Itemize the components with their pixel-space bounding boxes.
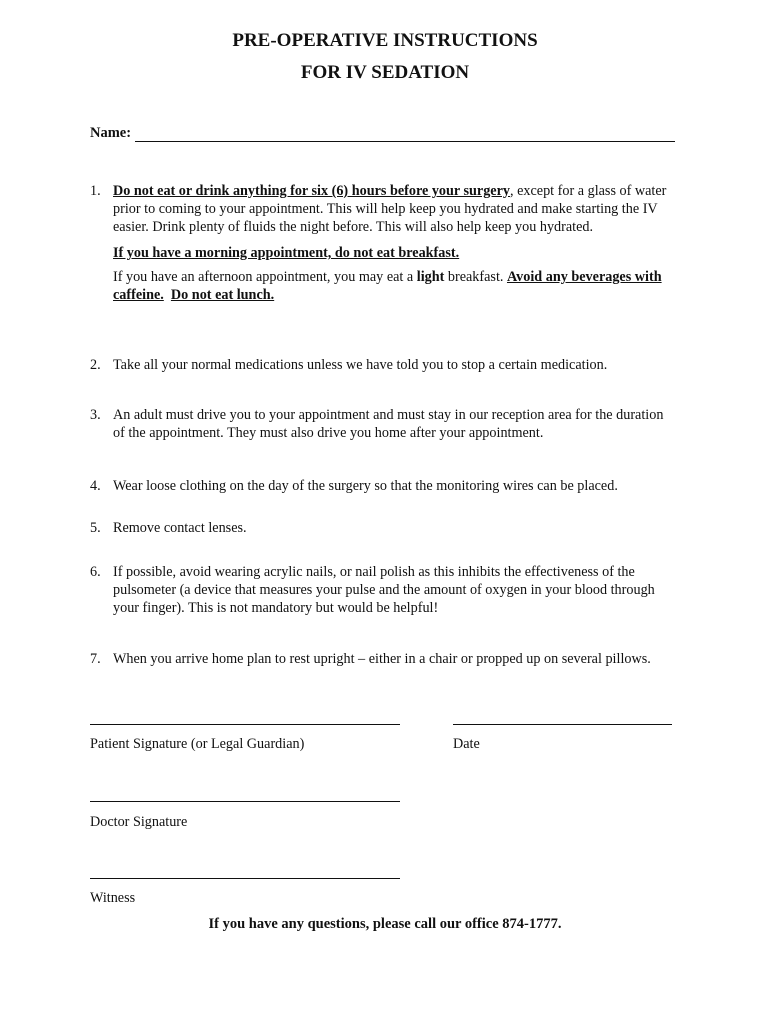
title-line-1: PRE-OPERATIVE INSTRUCTIONS [232,30,538,51]
witness-signature-line[interactable] [90,878,400,879]
instruction-item-3 [90,406,675,442]
item-text: Take all your normal medications unless we have told you to stop a certain medication. [113,357,608,373]
patient-signature-line[interactable] [90,724,400,725]
item-number: 4. [90,478,101,494]
item-number: 5. [90,520,101,536]
instruction-item-5 [90,519,675,537]
item-text: If possible, avoid wearing acrylic nails, or nail polish as this inhibits the effectiveness of the pulsometer (a device that measures your pulse and the amount of oxygen in your blood through your finger). This is not mandatory but would be helpful! [113,564,655,616]
doctor-signature-line[interactable] [90,801,400,802]
no-eat-warning: Do not eat or drink anything for six (6) hours before your surgery [113,183,510,199]
patient-signature-label: Patient Signature (or Legal Guardian) [90,736,305,752]
instruction-item-6 [90,563,675,617]
item-text: An adult must drive you to your appointment and must stay in our reception area for the duration of the appointment. They must also drive you home after your appointment. [113,407,664,441]
afternoon-note: If you have an afternoon appointment, you may eat a light breakfast. Avoid any beverages with caffeine. Do not eat lunch. [113,269,662,303]
name-line[interactable] [135,126,675,142]
morning-note: If you have a morning appointment, do not eat breakfast. [113,245,460,261]
instruction-item-7 [90,650,675,668]
item-number: 1. [90,183,101,199]
title-line-2: FOR IV SEDATION [300,62,470,83]
instruction-item-2 [90,356,675,374]
item-text: When you arrive home plan to rest upright – either in a chair or propped up on several pillows. [113,651,651,667]
name-label: Name: [90,125,132,141]
date-label: Date [453,736,480,752]
date-line[interactable] [453,724,672,725]
witness-label: Witness [90,890,136,906]
doctor-signature-label: Doctor Signature [90,814,188,830]
item-number: 6. [90,564,101,580]
item-number: 2. [90,357,101,373]
contact-footer: If you have any questions, please call our office 874-1777. [208,916,562,932]
item-text: Do not eat or drink anything for six (6) hours before your surgery, except for a glass of water prior to coming to your appointment. This will help keep you hydrated and make starting the IV easier. Drink plenty of fluids the night before. This will also help keep you hydrated. [113,183,667,235]
name-field[interactable] [90,125,675,142]
item-text: Remove contact lenses. [113,520,247,536]
item-number: 7. [90,651,101,667]
instruction-item-4 [90,477,675,495]
instruction-item-1 [90,182,675,304]
item-text: Wear loose clothing on the day of the surgery so that the monitoring wires can be placed. [113,478,618,494]
item-number: 3. [90,407,101,423]
